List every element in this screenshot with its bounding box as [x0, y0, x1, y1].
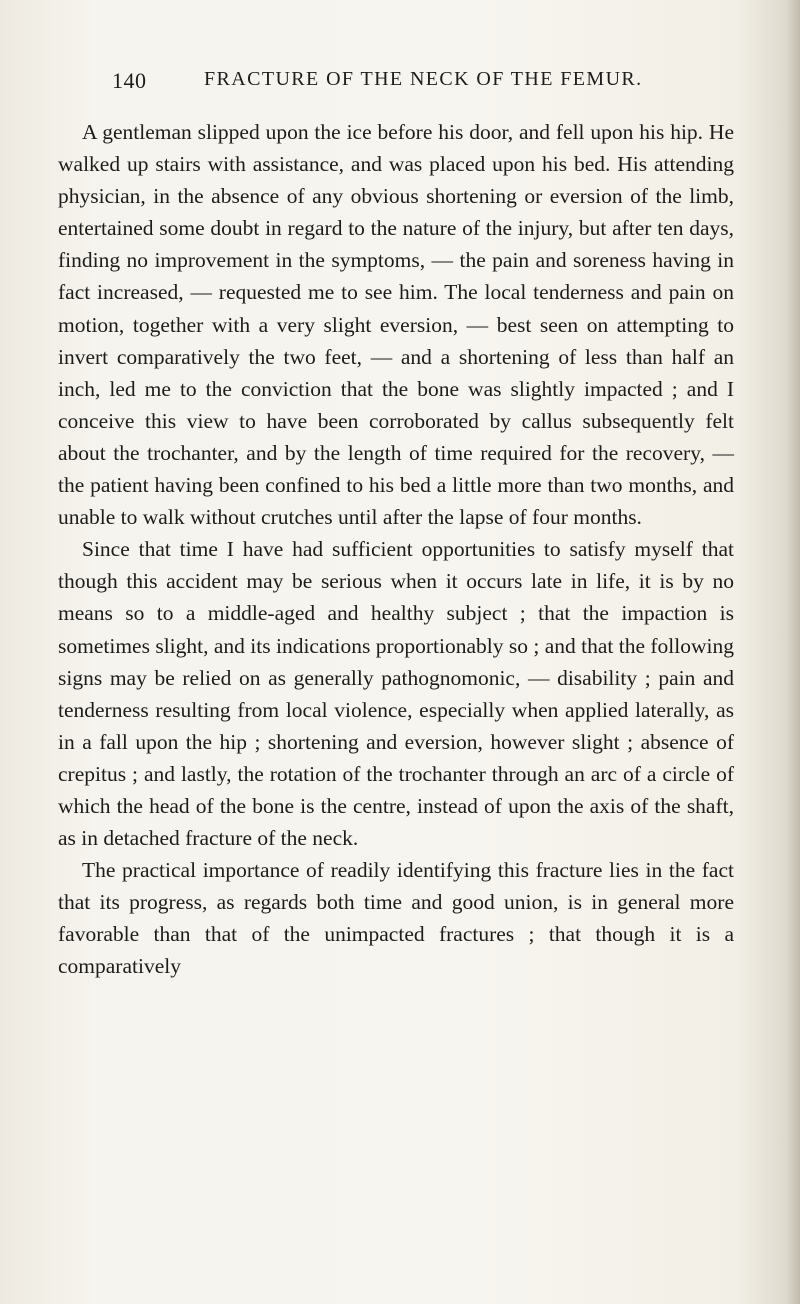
running-head: FRACTURE OF THE NECK OF THE FEMUR. [204, 68, 643, 90]
paragraph: The practical importance of readily identifying this fracture lies in the fact that its progress, as regards both time and good union, is in general more favorable than that of the unimpacted fractures ; that though it is a comparatively [58, 858, 734, 979]
page-number: 140 [112, 68, 147, 93]
body-text [58, 116, 734, 983]
paragraph: Since that time I have had sufficient opportunities to satisfy myself that though this accident may be serious when it occurs late in life, it is by no means so to a middle-aged and healthy subject ; that the impaction is sometimes slight, and its indications proportionably so ; and that the following signs may be relied on as generally pathognomonic, — disability ; pain and tenderness resulting from local violence, especially when applied laterally, as in a fall upon the hip ; shortening and eversion, however slight ; absence of crepitus ; and lastly, the rotation of the trochanter through an arc of a circle of which the head of the bone is the centre, instead of upon the axis of the shaft, as in detached fracture of the neck. [58, 537, 734, 851]
page-edge-shadow [786, 0, 800, 1304]
page-header [112, 68, 672, 98]
paragraph: A gentleman slipped upon the ice before his door, and fell upon his hip. He walked up stairs with assistance, and was placed upon his bed. His attending physician, in the absence of any obvious shortening or eversion of the limb, entertained some doubt in regard to the nature of the injury, but after ten days, finding no improvement in the symptoms, — the pain and soreness having in fact increased, — requested me to see him. The local tenderness and pain on motion, together with a very slight eversion, — best seen on attempting to invert comparatively the two feet, — and a shortening of less than half an inch, led me to the conviction that the bone was slightly impacted ; and I conceive this view to have been corroborated by callus subsequently felt about the trochanter, and by the length of time required for the recovery, — the patient having been confined to his bed a little more than two months, and unable to walk without crutches until after the lapse of four months. [58, 120, 734, 530]
